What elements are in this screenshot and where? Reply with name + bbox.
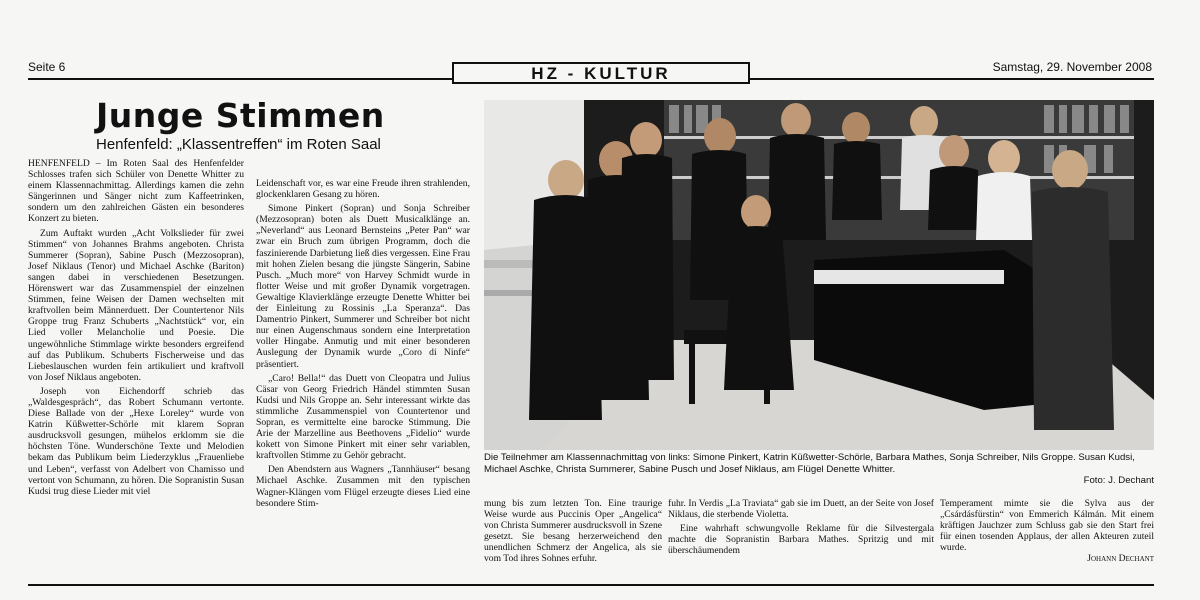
caption-text: Die Teilnehmer am Klassennachmittag von links: Simone Pinkert, Katrin Küßwetter-Schörle, Barbara Mathes, Sonja Schreiber, Nils Groppe. Susan Kudsi, Michael Aschke, Christa Summerer, Sabine Pusch und Josef Niklaus, am Flügel Denette Whitter. <box>484 452 1135 475</box>
paragraph: HENFENFELD – Im Roten Saal des Henfenfelder Schlosses trafen sich Schüler von Denette Whitter zu einem Klassennachmittag. Allerdings kamen die zehn Sängerinnen und Sänger nicht zum Kaffeetrinken, sondern um den zahlreichen Gästen ein besonderes Konzert zu bieten. <box>28 158 244 225</box>
header-rule-left <box>28 78 452 80</box>
paragraph: mung bis zum letzten Ton. Eine traurige Weise wurde aus Puccinis Oper „Angelica“ von Christa Summerer ausdrucksvoll in Szene gesetzt. Sie besang herzerweichend den unendlichen Schmerz der Angelica, als sie vom Tod ihres Sohnes erfuhr. <box>484 498 662 565</box>
article-column-3 <box>484 498 662 578</box>
paragraph: fuhr. In Verdis „La Traviata“ gab sie im Duett, an der Seite von Josef Niklaus, die sterbende Violetta. <box>668 498 934 521</box>
photo-illustration <box>484 100 1154 450</box>
subheadline: Henfenfeld: „Klassentreffen“ im Roten Saal <box>96 136 381 153</box>
paragraph: Leidenschaft vor, es war eine Freude ihren strahlenden, glockenklaren Gesang zu hören. <box>256 178 470 201</box>
article-column-4 <box>668 498 934 578</box>
headline: Junge Stimmen <box>96 96 385 135</box>
author-byline: Johann Dechant <box>1087 553 1154 565</box>
section-title: HZ - KULTUR <box>452 62 750 84</box>
paragraph: Den Abendstern aus Wagners „Tannhäuser“ besang Michael Aschke. Zusammen mit den typischen Wagner-Klängen vom Flügel erzeugte dieses Lied eine besondere Stim- <box>256 464 470 509</box>
bottom-rule <box>28 584 1154 586</box>
paragraph: Eine wahrhaft schwungvolle Reklame für die Silvestergala machte die Sopranistin Barbara Mathes. Spritzig und mit überschäumendem <box>668 523 934 557</box>
paragraph: Joseph von Eichendorff schrieb das „Waldesgespräch“, das Robert Schumann vertonte. Diese Ballade von der „Hexe Loreley“ wurde von Katrin Küßwetter-Schörle mit klarem Sopran ausdrucksvoll gesungen, mühelos erklomm sie die höchsten Töne. Wunderschöne Texte und Melodien bekam das Publikum beim Liederzyklus „Frauenliebe und Leben“, verfasst von Adelbert von Chamisso und vertont von Schumann, zu hören. Die Sopranistin Susan Kudsi trug diese Lieder mit viel <box>28 385 244 497</box>
photo-credit: Foto: J. Dechant <box>1083 475 1154 486</box>
issue-date: Samstag, 29. November 2008 <box>992 60 1152 74</box>
group-photo <box>484 100 1154 450</box>
page-number: Seite 6 <box>28 60 66 74</box>
photo-caption <box>484 452 1154 487</box>
paragraph: „Caro! Bella!“ das Duett von Cleopatra und Julius Cäsar von Georg Friedrich Händel stimmten Susan Kudsi und Nils Groppe an. Sehr interessant wirkte das stimmliche Zusammenspiel von Countertenor und Sopran, es vermittelte eine barocke Stimmung. Die Arie der Marzelline aus Beethovens „Fidelio“ wurde kokett von Simone Pinkert mit einer sehr variablen, kraftvollen Stimme zu Gehör gebracht. <box>256 372 470 462</box>
article-column-5 <box>940 498 1154 578</box>
paragraph: Temperament mimte sie die Sylva aus der „Csárdásfürstin“ von Emmerich Kálmán. Mit einem kräftigen Jauchzer zum Schluss gab sie den Start frei für einen tosenden Applaus, der allen Akteuren zuteil wurde. <box>940 498 1154 554</box>
paragraph: Simone Pinkert (Sopran) und Sonja Schreiber (Mezzosopran) boten als Duett Musicalklänge an. „Neverland“ aus Leonard Bernsteins „Peter Pan“ war zwar ein Bruch zum übrigen Programm, doch die faszinierende Darbietung ließ dies vergessen. Eine Frau mit hohen Zielen besang die jüngste Sängerin, Sabine Pusch. „Much more“ von Harvey Schmidt wurde in flotter Weise und mit großer Dynamik vorgetragen. Gewaltige Klavierklänge erzeugte Denette Whitter bei der Einleitung zu Rossinis „La Speranza“. Das Damentrio Pinkert, Summerer und Schreiber bot nicht nur einen Augenschmaus sondern eine Interpretation voller Hingabe. Anmutig und mit einer besonderen Auslegung der Dynamik wurde „Coro di Ninfe“ präsentiert. <box>256 203 470 370</box>
article-column-1 <box>28 158 244 572</box>
paragraph: Zum Auftakt wurden „Acht Volkslieder für zwei Stimmen“ von Johannes Brahms angeboten. Christa Summerer (Sopran), Sabine Pusch (Mezzosopran), Josef Niklaus (Tenor) und Michael Aschke (Bariton) sangen dabei in verschiedenen Besetzungen. Hörenswert war das Zusammenspiel der einzelnen Stimmen, feine Weisen der Damen wechselten mit kraftvollen beim Männerduett. Der Countertenor Nils Groppe trug Franz Schuberts „Nachtstück“ vor, ein Lied voller Melancholie und Poesie. Die ungewöhnliche Stimmlage wirkte besonders ergreifend auf das Publikum. Schuberts Fischerweise und das Liebeslauschen wurden fein artikuliert und kraftvoll von Josef Niklaus angeboten. <box>28 227 244 383</box>
article-column-2 <box>256 178 470 572</box>
header-rule-right <box>750 78 1154 80</box>
